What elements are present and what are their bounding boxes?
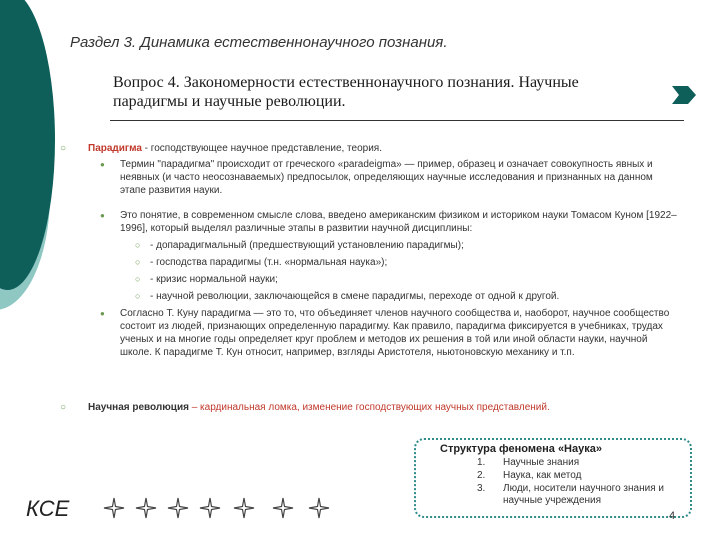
section-title: Раздел 3. Динамика естественнонаучного познания.	[70, 34, 448, 51]
structure-item-number: 3.	[477, 483, 486, 494]
bullet-circle-icon: ○	[135, 257, 141, 267]
next-arrow-icon[interactable]	[672, 86, 696, 104]
structure-item: Люди, носители научного знания и научные учреждения	[503, 483, 664, 506]
bullet-circle-icon: ○	[135, 240, 141, 250]
paradigm-definition	[88, 142, 648, 155]
bullet-circle-icon: ○	[60, 402, 67, 413]
sparkle-star-icon	[199, 497, 221, 519]
sparkle-star-icon	[272, 497, 294, 519]
footer-label: КСЕ	[26, 496, 70, 521]
bullet-circle-icon: ○	[135, 291, 141, 301]
page-number: 4	[669, 510, 676, 522]
bullet-circle-icon: ○	[135, 274, 141, 284]
title-divider	[110, 120, 684, 121]
sparkle-star-icon	[233, 497, 255, 519]
bullet-dot-icon: ●	[100, 160, 105, 169]
structure-item: Наука, как метод	[503, 470, 582, 481]
paradigm-point-1: Термин "парадигма" происходит от греческого «paradeigma» — пример, образец и означает совокупность явных и неявных (и часто неосознаваемых) предпосылок, определяющих научные исследования и признанных на данном этапе развития науки.	[120, 159, 653, 196]
structure-box-title: Структура феномена «Наука»	[440, 443, 602, 455]
structure-item: Научные знания	[503, 457, 580, 468]
paradigm-point-3: Согласно Т. Куну парадигма — это то, что объединяет членов научного сообщества и, наоборот, научное сообщество состоит из людей, признающих определенную парадигму. Как правило, парадигма фиксируется в учебниках, трудах ученых и на многие годы определяет круг проблем и методов их решения в той или иной области науки, научной школе. К парадигме Т. Кун относит, например, взгляды Аристотеля, ньютоновскую механику и т.п.	[120, 308, 670, 358]
revolution-term: Научная революция	[88, 402, 189, 413]
sparkle-star-icon	[308, 497, 330, 519]
sparkle-star-icon	[103, 497, 125, 519]
stage-item: - кризис нормальной науки;	[150, 274, 278, 285]
stage-item: - допарадигмальный (предшествующий установлению парадигмы);	[150, 240, 464, 251]
paradigm-term: Парадигма	[88, 143, 142, 154]
decor-circle-dark	[0, 0, 55, 290]
paradigm-definition-text: - господствующее научное представление, теория.	[141, 143, 382, 154]
paradigm-point-2: Это понятие, в современном смысле слова, введено американским физиком и историком науки Томасом Куном [1922–1996], который выделял различные этапы в развитии научной дисциплины:	[120, 210, 677, 234]
bullet-circle-icon: ○	[60, 143, 67, 154]
bullet-dot-icon: ●	[100, 309, 105, 318]
structure-item-number: 1.	[477, 457, 486, 468]
structure-item-number: 2.	[477, 470, 486, 481]
question-title: Вопрос 4. Закономерности естественнонаучного познания. Научные парадигмы и научные революции.	[113, 74, 579, 110]
stage-item: - господства парадигмы (т.н. «нормальная наука»);	[150, 257, 388, 268]
revolution-definition	[88, 401, 688, 414]
sparkle-star-icon	[167, 497, 189, 519]
sparkle-star-icon	[135, 497, 157, 519]
revolution-definition-text: – кардинальная ломка, изменение господствующих научных представлений.	[188, 402, 550, 413]
stage-item: - научной революции, заключающейся в смене парадигмы, переходе от одной к другой.	[150, 291, 560, 302]
bullet-dot-icon: ●	[100, 211, 105, 220]
